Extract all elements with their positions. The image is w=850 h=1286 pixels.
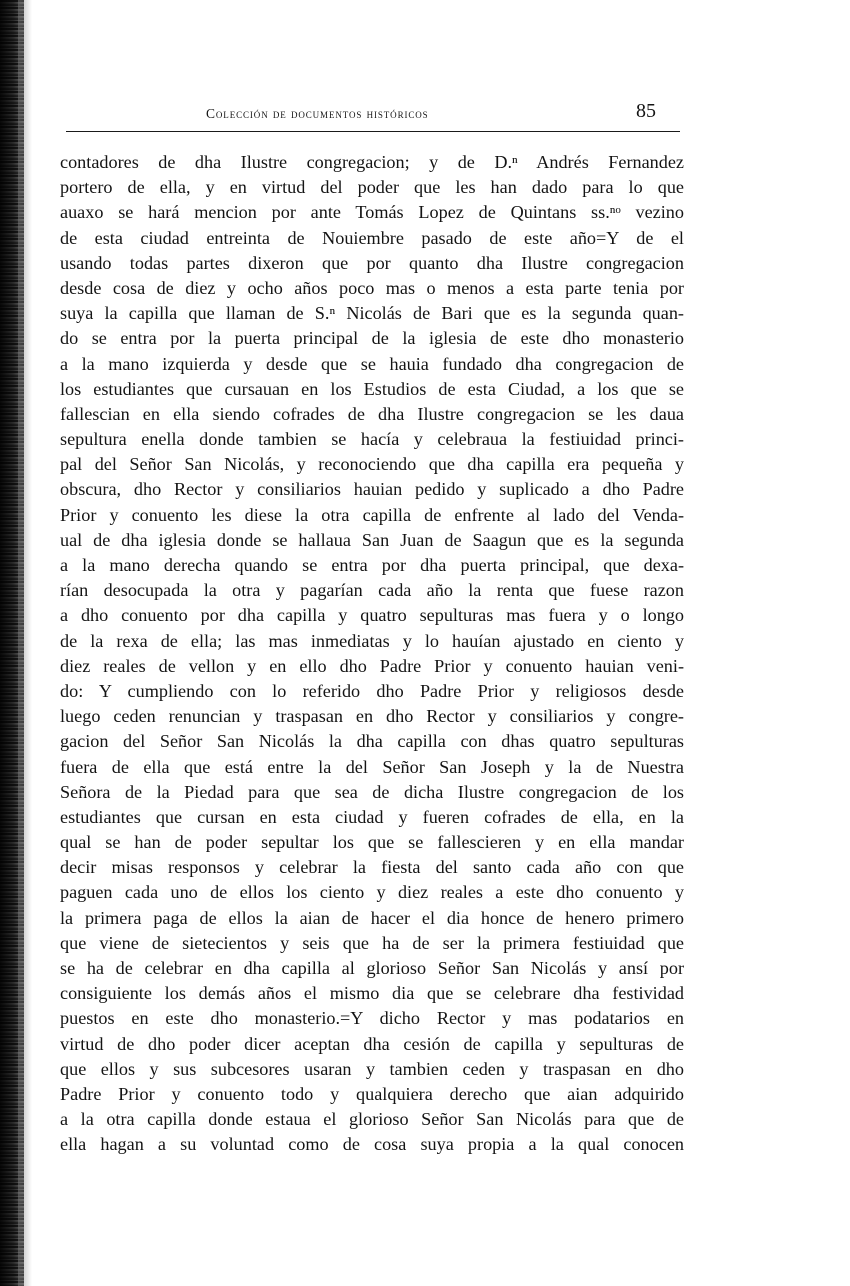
text-line: luego ceden renuncian y traspasan en dho Rector y consiliarios y congre- [60,706,684,727]
text-line: que ellos y sus subcesores usaran y tambien ceden y traspasan en dho [60,1058,684,1079]
text-line: fallescian en ella siendo cofrades de dha Ilustre congregacion se les daua [60,403,684,424]
text-line: paguen cada uno de ellos los ciento y diez reales a este dho conuento y [60,882,684,903]
text-line: decir misas responsos y celebrar la fiesta del santo cada año con que [60,857,684,878]
text-line: a la mano izquierda y desde que se hauia fundado dha congregacion de [60,353,684,374]
text-line: ella hagan a su voluntad como de cosa suya propia a la qual conocen [60,1134,684,1155]
text-line: Señora de la Piedad para que sea de dicha Ilustre congregacion de los [60,781,684,802]
body-text [60,150,684,1158]
text-line: usando todas partes dixeron que por quanto dha Ilustre congregacion [60,252,684,273]
page-header [66,98,680,132]
text-line: sepultura enella donde tambien se hacía y celebraua la festiuidad princi- [60,429,684,450]
text-line: fuera de ella que está entre la del Señor San Joseph y la de Nuestra [60,756,684,777]
text-line: a la otra capilla donde estaua el glorioso Señor San Nicolás para que de [60,1109,684,1130]
text-line: a la mano derecha quando se entra por dha puerta principal, que dexa- [60,555,684,575]
text-line: do se entra por la puerta principal de la iglesia de este dho monasterio [60,328,684,349]
text-line: los estudiantes que cursauan en los Estudios de esta Ciudad, a los que se [60,378,684,399]
text-line: consiguiente los demás años el mismo dia que se celebrare dha festividad [60,983,684,1004]
text-line: auaxo se hará mencion por ante Tomás Lopez de Quintans ss.ⁿᵒ vezino [60,202,684,223]
text-line: estudiantes que cursan en esta ciudad y fueren cofrades de ella, en la [60,806,684,827]
text-line: portero de ella, y en virtud del poder que les han dado para lo que [60,177,684,198]
text-line: Padre Prior y conuento todo y qualquiera derecho que aian adquirido [60,1083,684,1104]
text-line: qual se han de poder sepultar los que se fallescieren y en ella mandar [60,832,684,853]
text-line: ual de dha iglesia donde se hallaua San Juan de Saagun que es la segunda [60,529,684,550]
text-line: Prior y conuento les diese la otra capilla de enfrente al lado del Venda- [60,504,684,525]
text-line: a dho conuento por dha capilla y quatro sepulturas mas fuera y o longo [60,605,684,626]
text-line: diez reales de vellon y en ello dho Padre Prior y conuento hauian veni- [60,655,684,676]
running-title: Colección de documentos históricos [206,106,429,121]
text-line: puestos en este dho monasterio.=Y dicho Rector y mas podatarios en [60,1008,684,1029]
text-line: pal del Señor San Nicolás, y reconociendo que dha capilla era pequeña y [60,454,684,475]
text-line: se ha de celebrar en dha capilla al glorioso Señor San Nicolás y ansí por [60,958,684,978]
binding-shadow [18,0,32,1286]
text-line: do: Y cumpliendo con lo referido dho Padre Prior y religiosos desde [60,680,684,701]
text-line: desde cosa de diez y ocho años poco mas o menos a esta parte tenia por [60,277,684,298]
text-line: obscura, dho Rector y consiliarios hauian pedido y suplicado a dho Padre [60,479,684,500]
text-line: de la rexa de ella; las mas inmediatas y lo hauían ajustado en ciento y [60,630,684,651]
header-rule [66,131,680,132]
text-line: la primera paga de ellos la aian de hacer el dia honce de henero primero [60,907,684,928]
page-number: 85 [636,100,656,122]
text-line: contadores de dha Ilustre congregacion; y de D.ⁿ Andrés Fernandez [60,152,684,172]
text-line: que viene de sietecientos y seis que ha de ser la primera festiuidad que [60,932,684,953]
text-line: suya la capilla que llaman de S.ⁿ Nicolás de Bari que es la segunda quan- [60,303,684,324]
text-line: rían desocupada la otra y pagarían cada año la renta que fuese razon [60,580,684,601]
text-line: de esta ciudad entreinta de Nouiembre pasado de este año=Y de el [60,227,684,248]
text-line: gacion del Señor San Nicolás la dha capilla con dhas quatro sepulturas [60,731,684,752]
text-line: virtud de dho poder dicer aceptan dha cesión de capilla y sepulturas de [60,1033,684,1054]
